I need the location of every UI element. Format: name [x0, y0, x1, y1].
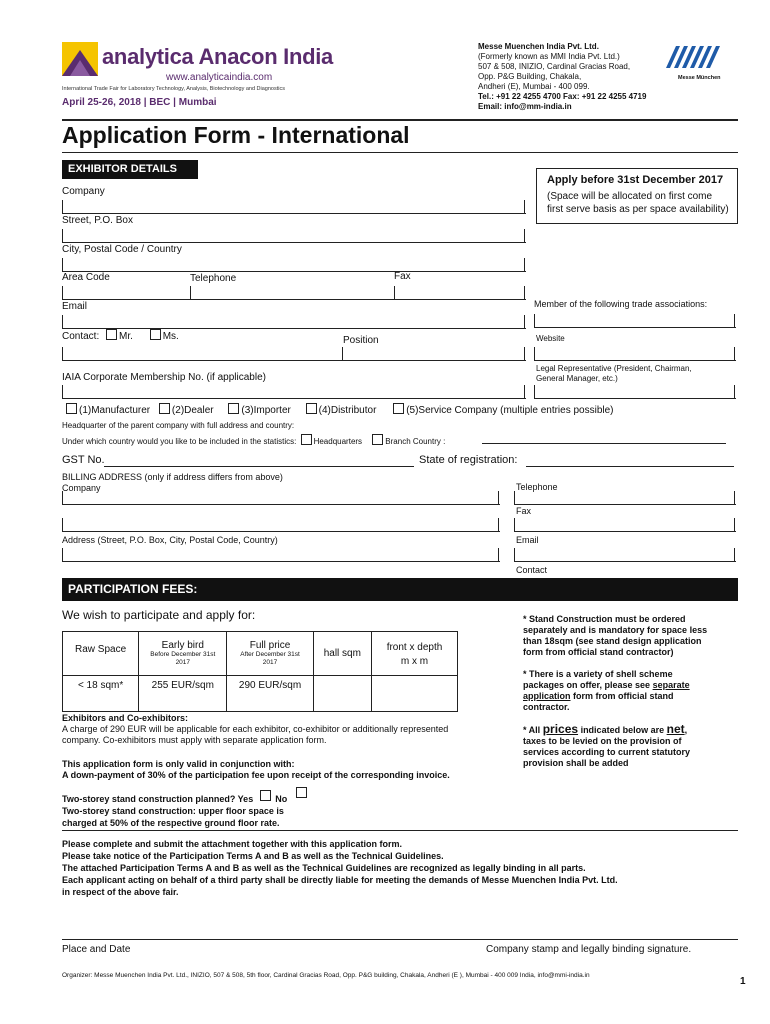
raw-space-header: Raw Space: [63, 632, 139, 676]
street-label: Street, P.O. Box: [62, 215, 133, 226]
iaia-label: IAIA Corporate Membership No. (if applicable): [62, 372, 266, 383]
two-storey-question: Two-storey stand construction planned? Yes: [62, 794, 254, 804]
org-line2: 507 & 508, INIZIO, Cardinal Gracias Road,: [478, 62, 631, 71]
note3-line4: provision shall be added: [523, 758, 629, 768]
billing-address-label: Address (Street, P.O. Box, City, Postal Code, Country): [62, 535, 278, 545]
note2-line2a: packages on offer, please see: [523, 680, 651, 690]
branch-country-field[interactable]: [482, 443, 726, 444]
hall-sqm-header: hall sqm: [313, 632, 371, 676]
two-storey-line3: charged at 50% of the respective ground floor rate.: [62, 818, 280, 828]
note2-line1: * There is a variety of shell scheme: [523, 669, 673, 679]
manufacturer-checkbox[interactable]: [66, 403, 77, 414]
legal-rep-label: [536, 364, 692, 384]
legal-rep-field[interactable]: [534, 385, 736, 399]
website-label: Website: [536, 334, 565, 343]
billing-email-field[interactable]: [514, 548, 736, 562]
two-storey-block: [62, 787, 309, 829]
member-field[interactable]: [534, 314, 736, 328]
mr-checkbox[interactable]: [106, 329, 117, 340]
front-depth-input[interactable]: [372, 676, 458, 712]
full-price-sub: After December 31st 2017: [240, 651, 300, 666]
statistics-row: [62, 434, 445, 446]
statistics-question: Under which country would you like to be included in the statistics:: [62, 437, 297, 446]
distributor-checkbox[interactable]: [306, 403, 317, 414]
validity-block: [62, 759, 450, 781]
phone-fax-fields[interactable]: [62, 286, 526, 300]
note3-indicated: indicated below are: [580, 725, 665, 735]
parent-company-label: Headquarter of the parent company with full address and country:: [62, 421, 295, 430]
co-exhibitors-block: [62, 713, 522, 746]
state-field[interactable]: [526, 466, 734, 467]
state-label: State of registration:: [419, 454, 518, 466]
website-link[interactable]: www.analyticaindia.com: [166, 72, 273, 83]
logo-text: analytica Anacon India: [102, 44, 333, 69]
contact-row: [62, 329, 179, 342]
event-dates: April 25-26, 2018 | BEC | Mumbai: [62, 97, 217, 108]
two-storey-no-label: No: [275, 794, 288, 804]
note2-line3: [523, 691, 690, 702]
importer-label: (3)Importer: [241, 405, 291, 416]
billing-email-label: Email: [516, 535, 539, 545]
manufacturer-label: (1)Manufacturer: [79, 405, 151, 416]
stamp-label: Company stamp and legally binding signature.: [486, 944, 692, 955]
note1-line4: form from official stand contractor): [523, 647, 674, 657]
member-label: Member of the following trade associations:: [534, 299, 708, 309]
branch-checkbox[interactable]: [372, 434, 383, 445]
note2-line4: contractor.: [523, 702, 570, 712]
stand-construction-note: [523, 614, 707, 658]
headquarters-label: Headquarters: [313, 437, 363, 446]
fax-label: Fax: [394, 271, 411, 282]
fees-intro: We wish to participate and apply for:: [62, 608, 256, 622]
closing-p5: in respect of the above fair.: [62, 887, 179, 897]
messe-muenchen-logo: [664, 44, 722, 80]
mr-label: Mr.: [119, 331, 133, 342]
contact-fields[interactable]: [62, 347, 526, 361]
participation-fees-heading: PARTICIPATION FEES:: [62, 578, 738, 601]
note3-line3: services according to current statutory: [523, 747, 691, 757]
closing-text: [62, 838, 618, 898]
co-exhibitors-text1: A charge of 290 EUR will be applicable for each exhibitor, co-exhibitor or additionally represented: [62, 724, 449, 734]
note2-separate: separate: [652, 680, 690, 690]
note2-line3b: form from official stand: [573, 691, 674, 701]
full-price-header: [227, 632, 313, 676]
street-field[interactable]: [62, 229, 526, 243]
billing-fax-field[interactable]: [514, 518, 736, 532]
hall-sqm-input[interactable]: [313, 676, 371, 712]
org-line3: Opp. P&G Building, Chakala,: [478, 72, 582, 81]
billing-telephone-field[interactable]: [514, 491, 736, 505]
full-price-cell: 290 EUR/sqm: [227, 676, 313, 712]
email-field[interactable]: [62, 315, 526, 329]
org-email: Email: info@mm-india.in: [478, 102, 572, 111]
billing-company-label: Company: [62, 483, 101, 493]
full-price-label: Full price: [249, 640, 291, 651]
fees-table: [62, 631, 458, 712]
legal-rep-line2: General Manager, etc.): [536, 374, 618, 383]
distributor-label: (4)Distributor: [318, 405, 377, 416]
signature-rule[interactable]: [62, 939, 738, 940]
billing-company-field[interactable]: [62, 491, 500, 505]
dealer-checkbox[interactable]: [159, 403, 170, 414]
org-line4: Andheri (E), Mumbai - 400 099.: [478, 82, 590, 91]
place-date-label: Place and Date: [62, 944, 131, 955]
early-bird-sub: Before December 31st 2017: [150, 651, 216, 666]
billing-title: BILLING ADDRESS (only if address differs from above): [62, 472, 283, 482]
email-label: Email: [62, 301, 88, 312]
validity-line1: This application form is only valid in conjunction with:: [62, 759, 295, 769]
two-storey-yes-checkbox[interactable]: [260, 790, 271, 801]
company-field[interactable]: [62, 200, 526, 214]
title-rule-bottom: [62, 152, 738, 153]
branch-label: Branch Country :: [385, 437, 446, 446]
closing-rule: [62, 830, 738, 831]
billing-contact-label: Contact: [516, 565, 548, 575]
ms-label: Ms.: [162, 331, 179, 342]
headquarters-checkbox[interactable]: [301, 434, 312, 445]
page-number: 1: [740, 976, 746, 987]
legal-rep-line1: Legal Representative (President, Chairman,: [536, 364, 692, 373]
note3-prices: prices: [542, 722, 579, 736]
early-bird-header: [139, 632, 227, 676]
company-type-row: [66, 403, 614, 416]
co-exhibitors-text2: company. Co-exhibitors must apply with separate application form.: [62, 735, 327, 745]
mm-logo-text: Messe München: [678, 75, 721, 81]
front-depth-label: front x depth: [386, 642, 443, 653]
apply-before-title: Apply before 31st December 2017: [547, 174, 724, 186]
page-title: Application Form - International: [62, 122, 410, 148]
closing-p3: The attached Participation Terms A and B as well as the Technical Guidelines are recognized as legally binding in all parts.: [62, 863, 586, 873]
contact-label: Contact:: [62, 331, 100, 342]
prices-note: [523, 724, 690, 769]
position-label: Position: [343, 335, 379, 346]
event-logo: [62, 42, 98, 76]
front-depth-header: [372, 632, 458, 676]
note3-line2: taxes to be levied on the provision of: [523, 736, 682, 746]
shell-scheme-note: [523, 669, 690, 713]
note3-net: net: [666, 722, 685, 736]
service-label: (5)Service Company (multiple entries possible): [406, 405, 614, 416]
apply-line2: first serve basis as per space availability): [547, 204, 729, 215]
city-label: City, Postal Code / Country: [62, 244, 182, 255]
note2-application: application: [523, 691, 571, 701]
organizer-address: [478, 42, 646, 112]
title-rule-top: [62, 119, 738, 121]
city-field[interactable]: [62, 258, 526, 272]
early-price-cell: 255 EUR/sqm: [139, 676, 227, 712]
ms-checkbox[interactable]: [150, 329, 161, 340]
two-storey-no-checkbox[interactable]: [296, 787, 307, 798]
area-code-label: Area Code: [62, 272, 110, 283]
co-exhibitors-title: Exhibitors and Co-exhibitors:: [62, 713, 189, 723]
tagline: International Trade Fair for Laboratory Technology, Analysis, Biotechnology and Diagnostics: [62, 86, 285, 92]
mxm-label: m x m: [400, 656, 429, 667]
company-label: Company: [62, 186, 105, 197]
billing-extra-field[interactable]: [62, 518, 500, 532]
dealer-label: (2)Dealer: [171, 405, 214, 416]
early-bird-label: Early bird: [161, 640, 204, 651]
note1-line3: than 18sqm (see stand design application: [523, 636, 702, 646]
apply-before-box: [536, 168, 738, 224]
importer-checkbox[interactable]: [228, 403, 239, 414]
note3-line1: * All prices indicated below are net,: [523, 722, 688, 736]
website-field[interactable]: [534, 347, 736, 361]
note3-all: * All: [523, 725, 541, 735]
org-name: Messe Muenchen India Pvt. Ltd.: [478, 42, 599, 51]
note2-line2: [523, 680, 690, 691]
note1-line2: separately and is mandatory for space less: [523, 625, 708, 635]
two-storey-question-row: [62, 787, 309, 805]
gst-label: GST No.: [62, 454, 105, 466]
footer-organizer: Organizer: Messe Muenchen India Pvt. Ltd., INIZIO, 507 & 508, 5th floor, Cardinal Gracias Road, Opp. P&G building, Chakala, Andheri (E ), Mumbai - 400 009 India, info@mmi-india.in: [62, 972, 590, 979]
billing-address-field[interactable]: [62, 548, 500, 562]
telephone-label: Telephone: [190, 273, 237, 284]
validity-line2: A down-payment of 30% of the participation fee upon receipt of the corresponding invoice.: [62, 770, 450, 780]
two-storey-line2: Two-storey stand construction: upper floor space is: [62, 806, 284, 816]
billing-telephone-label: Telephone: [516, 482, 558, 492]
iaia-field[interactable]: [62, 385, 526, 399]
closing-p2: Please take notice of the Participation Terms A and B as well as the Technical Guidelines.: [62, 851, 444, 861]
org-tel: Tel.: +91 22 4255 4700 Fax: +91 22 4255 4719: [478, 92, 647, 101]
closing-p4: Each applicant acting on behalf of a third party shall be directly liable for meeting the demands of Messe Muenchen India Pvt. Ltd.: [62, 875, 618, 885]
gst-field[interactable]: [104, 466, 414, 467]
note1-line1: * Stand Construction must be ordered: [523, 614, 686, 624]
size-cell: < 18 sqm*: [63, 676, 139, 712]
closing-p1: Please complete and submit the attachment together with this application form.: [62, 839, 403, 849]
org-line1: (Formerly known as MMI India Pvt. Ltd.): [478, 52, 620, 61]
apply-line1: (Space will be allocated on first come: [547, 191, 713, 202]
billing-fax-label: Fax: [516, 506, 532, 516]
service-checkbox[interactable]: [393, 403, 404, 414]
exhibitor-details-heading: EXHIBITOR DETAILS: [62, 160, 198, 179]
